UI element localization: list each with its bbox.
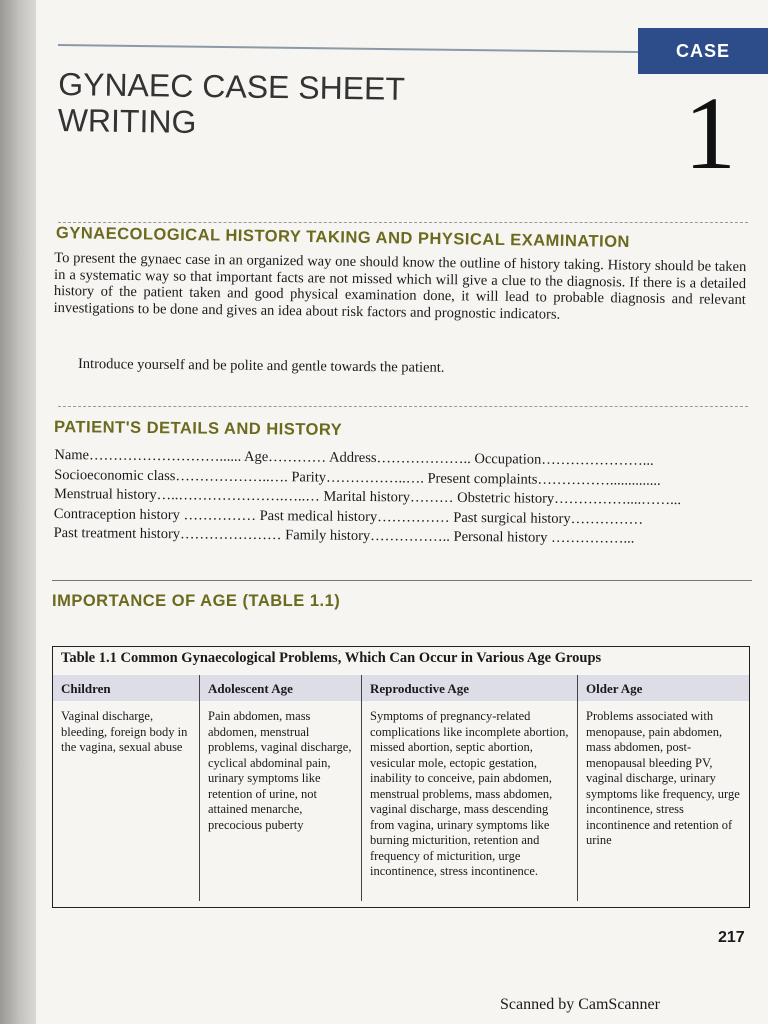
details-row: Menstrual history…..………………….…..… Marital history……… Obstetric history……………....……... — [53, 486, 682, 509]
details-row: Socioeconomic class………………..…. Parity……………..…. Present complaints…………….............. — [54, 466, 661, 489]
section-heading-patient-details: PATIENT'S DETAILS AND HISTORY — [53, 418, 343, 440]
column-body: Vaginal discharge, bleeding, foreign body in the vagina, sexual abuse — [61, 709, 188, 754]
intro-paragraph: To present the gynaec case in an organized way one should know the outline of history taking. History should be taken in a systematic way so that important facts are not missed which will give a clue to the diagnosis. If there is a detailed history of the patient taken and good physical examination done, it will lead to probable diagnosis and relevant investigations to be done and gives an idea about risk factors and prognostic indicators. — [53, 250, 747, 323]
patient-details-form — [54, 446, 755, 550]
column-body: Problems associated with menopause, pain abdomen, mass abdomen, post-menopausal bleeding PV, vaginal discharge, urinary symptoms like frequency, urge incontinence, stress incontinence and retention of urine — [586, 709, 740, 847]
column-body: Pain abdomen, mass abdomen, menstrual problems, vaginal discharge, cyclical abdominal pain, urinary symptoms like retention of urine, not attained menarche, precocious puberty — [208, 709, 352, 832]
scanner-watermark: Scanned by CamScanner — [500, 996, 660, 1013]
header-rule — [58, 44, 638, 53]
case-tab: CASE — [638, 28, 768, 74]
table-column-older — [577, 675, 748, 901]
case-number: 1 — [684, 76, 736, 191]
table-column-reproductive — [361, 675, 578, 901]
column-header: Children — [61, 681, 111, 696]
column-header: Adolescent Age — [208, 681, 293, 696]
intro-paragraph-2: Introduce yourself and be polite and gentle towards the patient. — [77, 356, 445, 376]
chapter-title — [57, 66, 405, 143]
details-row: Name………………………...... Age………… Address……………….. Occupation…………………... — [54, 447, 654, 469]
column-header: Older Age — [586, 681, 643, 696]
section-heading-importance-of-age: IMPORTANCE OF AGE (TABLE 1.1) — [52, 592, 341, 610]
column-body: Symptoms of pregnancy-related complications like incomplete abortion, missed abortion, septic abortion, vesicular mole, ectopic gestation, inability to conceive, pain abdomen, menstrual problems, mass abdomen, vaginal discharge, mass descending from vagina, urinary symptoms like burning micturition, retention and frequency of micturition, urge incontinence, stress incontinence. — [370, 709, 569, 878]
section-divider — [58, 222, 748, 224]
book-page — [36, 0, 768, 1024]
section-divider — [58, 406, 748, 408]
details-row: Past treatment history………………… Family history…………….. Personal history ……………... — [53, 524, 635, 547]
column-header: Reproductive Age — [370, 681, 470, 696]
section-divider — [52, 580, 752, 582]
age-groups-table — [52, 646, 750, 908]
table-column-adolescent — [199, 675, 362, 901]
table-column-children — [53, 675, 199, 901]
page-number: 217 — [718, 929, 745, 946]
table-caption: Table 1.1 Common Gynaecological Problems, Which Can Occur in Various Age Groups — [61, 650, 602, 666]
section-heading-history-taking: GYNAECOLOGICAL HISTORY TAKING AND PHYSICAL EXAMINATION — [55, 224, 631, 252]
details-row: Contraception history …………… Past medical history…………… Past surgical history…………… — [53, 505, 644, 528]
chapter-title-line2: WRITING — [57, 102, 197, 140]
chapter-title-line1: GYNAEC CASE SHEET — [58, 66, 406, 107]
